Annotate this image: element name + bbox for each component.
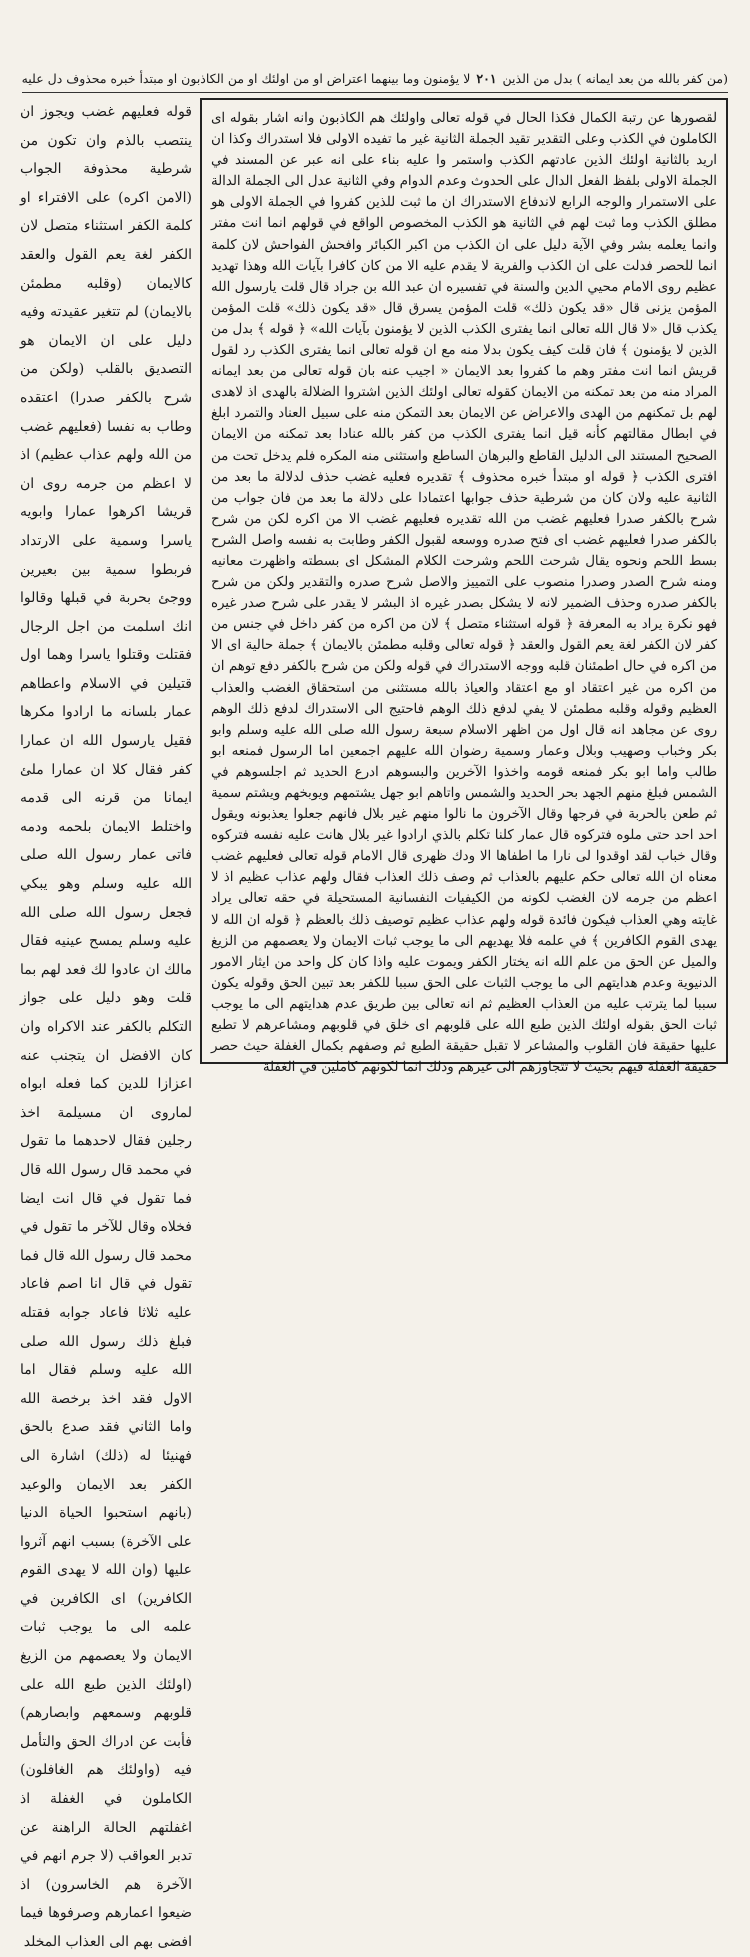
margin-text: قوله فعليهم غضب ويجوز ان ينتصب بالذم وان تكون من شرطية محذوفة الجواب (الامن اكره) على الافتراء او كلمة الكفر استثناء متصل لان الكفر لغة يعم القول والعقد كالايمان (وقلبه مطمئن بالايمان) لم تتغير عقيدته وفيه دليل على ان الايمان هو التصديق بالقلب (ولكن من شرح بالكفر صدرا) اعتقده وطاب به نفسا (فعليهم غضب من الله ولهم عذاب عظيم) اذ لا اعظم من جرمه روى ان قريشا اكرهوا عمارا وابويه ياسرا وسمية على الارتداد فربطوا سمية بين بعيرين ووجئ بحربة في قبلها وقالوا انك اسلمت من اجل الرجال فقتلت وقتلوا ياسرا وهما اول قتيلين في الاسلام واعطاهم عمار بلسانه ما ارادوا مكرها فقيل يارسول الله ان عمارا كفر فقال كلا ان عمارا ملئ ايمانا من قرنه الى قدمه واختلط الايمان بلحمه ودمه فاتى عمار رسول الله صلى الله عليه وسلم وهو يبكي فجعل رسول الله صلى الله عليه وسلم يمسح عينيه فقال مالك ان عادوا لك فعد لهم بما قلت وهو دليل على جواز التكلم بالكفر عند الاكراه وان كان الافضل ان يتجنب عنه اعزازا للدين كما فعله ابواه لماروى ان مسيلمة اخذ رجلين فقال لاحدهما ما تقول في محمد قال رسول الله قال فما تقول في قال انت ايضا فخلاه وقال للآخر ما تقول في محمد قال رسول الله قال فما تقول في قال انا اصم فاعاد عليه ثلاثا فاعاد جوابه فقتله فبلغ ذلك رسول الله صلى الله عليه وسلم فقال اما الاول فقد اخذ برخصة الله واما الثاني فقد صدع بالحق فهنيئا له (ذلك) اشارة الى الكفر بعد الايمان والوعيد (بانهم استحبوا الحياة الدنيا على الآخرة) بسبب انهم آثروا عليها (وان الله لا يهدى القوم الكافرين) اى الكافرين في علمه الى ما يوجب ثبات الايمان ولا يعصمهم من الزيغ (اولئك الذين طبع الله على قلوبهم وسمعهم وابصارهم) فأبت عن ادراك الحق والتأمل فيه (واولئك هم الغافلون) الكاملون في الغفلة اذ اغفلتهم الحالة الراهنة عن تدبر العواقب (لا جرم انهم في الآخرة هم الخاسرون) اذ ضيعوا اعمارهم وصرفوها فيما افضى بهم الى العذاب المخلد <box>20 104 192 1950</box>
header-commentary-text: لا يؤمنون وما بينهما اعتراض او من اولئك او من الكاذبون او مبتدأ خبره محذوف دل عليه <box>21 70 471 86</box>
margin-commentary <box>20 98 192 1950</box>
header-verse-text: (من كفر بالله من بعد ايمانه ) بدل من الذين <box>502 70 728 86</box>
main-commentary-box <box>200 98 728 1076</box>
main-paragraph: ﴿ قوله او مبتدأ خبره محذوف ﴾ تقديره فعليه غضب حذف لدلالة ما بعد من الثانية عليه ولان كان من شرطية حذف جوابها اعتمادا على دلالة ما بعد من فان جواب من شرح بالكفر صدرا فعليهم غضب من الله تقديره فعليهم غضب الا من اكره لكن من شرح بالكفر صدرا فعليهم غضب اى فتح صدره ووسعه لقبول الكفر وطابت به نفسه واصل الشرح بسط اللحم ونحوه يقال شرحت اللحم وشرحت الكلام المشكل اى بسطته واظهرت معانيه ومنه شرح الصدر وصدرا منصوب على التمييز والاصل شرح صدره والتقدير ولكن من شرح بالكفر صدره وحذف الضمير لانه لا يشكل بصدر غيره اذ البشر لا يقدر على شرح صدر غيره فهو نكرة يراد به المعرفة <box>211 469 717 633</box>
header-divider <box>22 92 728 93</box>
main-paragraph: ﴿ قوله ان الله لا يهدى القوم الكافرين ﴾ في علمه فلا يهديهم الى ما يوجب ثبات الايمان ولا يعصمهم من الزيغ والميل عن الحق من علم الله انه يختار الكفر ويموت عليه واذا كان كل واحد من ايثار الامور الدنيوية وعدم هدايتهم الى ما يوجب الثبات على الحق سببا للكفر بعد تبين الحق وقوله يكون سببا لما يترتب عليه من العذاب العظيم ثم انه تعالى بين طريق عدم هدايتهم الى ما يوجب ثبات الحق بقوله اولئك الذين طبع الله على قلوبهم اى خلق في قلوبهم ومشاعرهم لا تطبع عليها حقيقة فان القلوب والمشاعر لا تقبل حقيقة الطبع ثم وصفهم بكمال الغفلة حيث حصر حقيقة الغفلة فيهم بحيث لا تتجاوزهم الى غيرهم وذلك انما لكونهم كاملين في الغفلة <box>211 912 717 1076</box>
page-number: ٢٠١ <box>476 70 497 86</box>
main-paragraph: ﴿ قوله تعالى وقلبه مطمئن بالايمان ﴾ جملة حالية اى الا من اكره في حال اطمئنان قلبه ووجه الاستدراك في قوله ولكن من شرح بالكفر دفع توهم ان من اكره من غير اعتقاد او مع اعتقاد والعياذ بالله مستثنى من استحقاق الغضب والعذاب العظيم وقوله وقلبه مطمئن لا يفي لدفع ذلك الوهم فاحتيج الى الاستدراك لدفع ذلك الوهم روى عن مجاهد انه قال اول من اظهر الاسلام سبعة رسول الله صلى الله عليه وسلم وابو بكر وخباب وصهيب وبلال وعمار وسمية رضوان الله عليهم اجمعين اما الرسول فمنعه ابو طالب واما ابو بكر فمنعه قومه واخذوا الآخرين والبسوهم ادرع الحديد ثم اجلسوهم في الشمس فبلغ منهم الجهد بحر الحديد والشمس واتاهم ابو جهل يشتمهم ويوبخهم ويشتم سمية ثم طعن بالحربة في فرجها وقال الآخرون ما نالوا منهم غير بلال فانهم جعلوا يعذبونه ويقول احد احد حتى ملوه فتركوه قال عمار كلنا تكلم بالذي ارادوا غير بلال هانت عليه نفسه فتركوه وقال خباب لقد اوقدوا لى نارا ما اطفاها الا ودك ظهرى قال الامام قوله تعالى فعليهم غضب معناه ان الله تعالى حكم عليهم بالعذاب ثم وصف ذلك العذاب فقال ولهم عذاب عظيم اذ لا اعظم من جرمه لان الغضب لكونه من الكيفيات النفسانية المستحيلة في حقه تعالى يراد غايته وهي العذاب فيكون فائدة قوله ولهم عذاب عظيم توصيف ذلك بالعظم <box>211 638 717 928</box>
running-header <box>22 66 728 90</box>
main-paragraph: ﴿ قوله استثناء متصل ﴾ لان من اكره من كفر داخل في جنس من كفر لان الكفر لغة يعم القول والعقد <box>211 617 717 654</box>
main-paragraph: ﴿ قوله ﴾ بدل من الذين لا يؤمنون ﴾ فان قلت كيف يكون بدلا منه مع ان قوله تعالى انما يفترى الكذب رد لقول قريش انما انت مفتر وهم ما كفروا بعد الايمان « اجيب عنه بان قوله تعالى من بعد ايمانه المراد منه من بعد تمكنه من الايمان كقوله تعالى اولئك الذين اشتروا الضلالة بالهدى اذ لاهدى لهم بل تمكنهم من الهدى والاعراض عن الايمان بعد التمكن منه على سبيل العناد والتمرد ابلغ في ابطال مقالتهم كأنه قيل انما يفترى الكذب من كفر بالله عنادا بعد تمكنه من الايمان الصحيح المستند الى الدليل القاطع والبرهان الساطع واستثنى منه المكره فلم يدخل تحت من افترى الكذب <box>211 321 717 485</box>
main-paragraph: لقصورها عن رتبة الكمال فكذا الحال في قوله تعالى واولئك هم الكاذبون وانه اشار بقوله اى الكاملون في الكذب وعلى التقدير تقيد الجملة الثانية غير ما تفيده الاولى فلا استدراك وكذا ان اريد بالثانية اولئك الذين عادتهم الكذب واستمر وا عليه بناء على انه عبر عن المسند في الجملة الاولى بلفظ الفعل الدال على الحدوث وعدم الدوام وفي الثانية عدل الى الجملة الدالة على الاستمرار والوجه الرابع لاندفاع الاستدراك ان ما ثبت للذين كفروا في الجملة الاولى هو مطلق الكذب وما ثبت لهم في الثانية هو الكذب المخصوص الواقع في قولهم انما انت مفتر وانما يعلمه بشر وفي الآية دليل على ان الكذب من اكبر الكبائر وافحش الفواحش لان كلمة انما للحصر فدلت على ان الكذب والفرية لا يقدم عليه الا من كان كافرا بآيات الله وهذا تهديد عظيم روى الامام محيي الدين والسنة في تفسيره ان عبد الله بن جراد قال قلت يارسول الله المؤمن يزنى قال «قد يكون ذلك» قلت المؤمن يسرق قال «قد يكون ذلك» قلت المؤمن يكذب قال «لا قال الله تعالى انما يفترى الكذب الذين لا يؤمنون بآيات الله» <box>211 111 717 337</box>
header-center <box>470 71 502 86</box>
